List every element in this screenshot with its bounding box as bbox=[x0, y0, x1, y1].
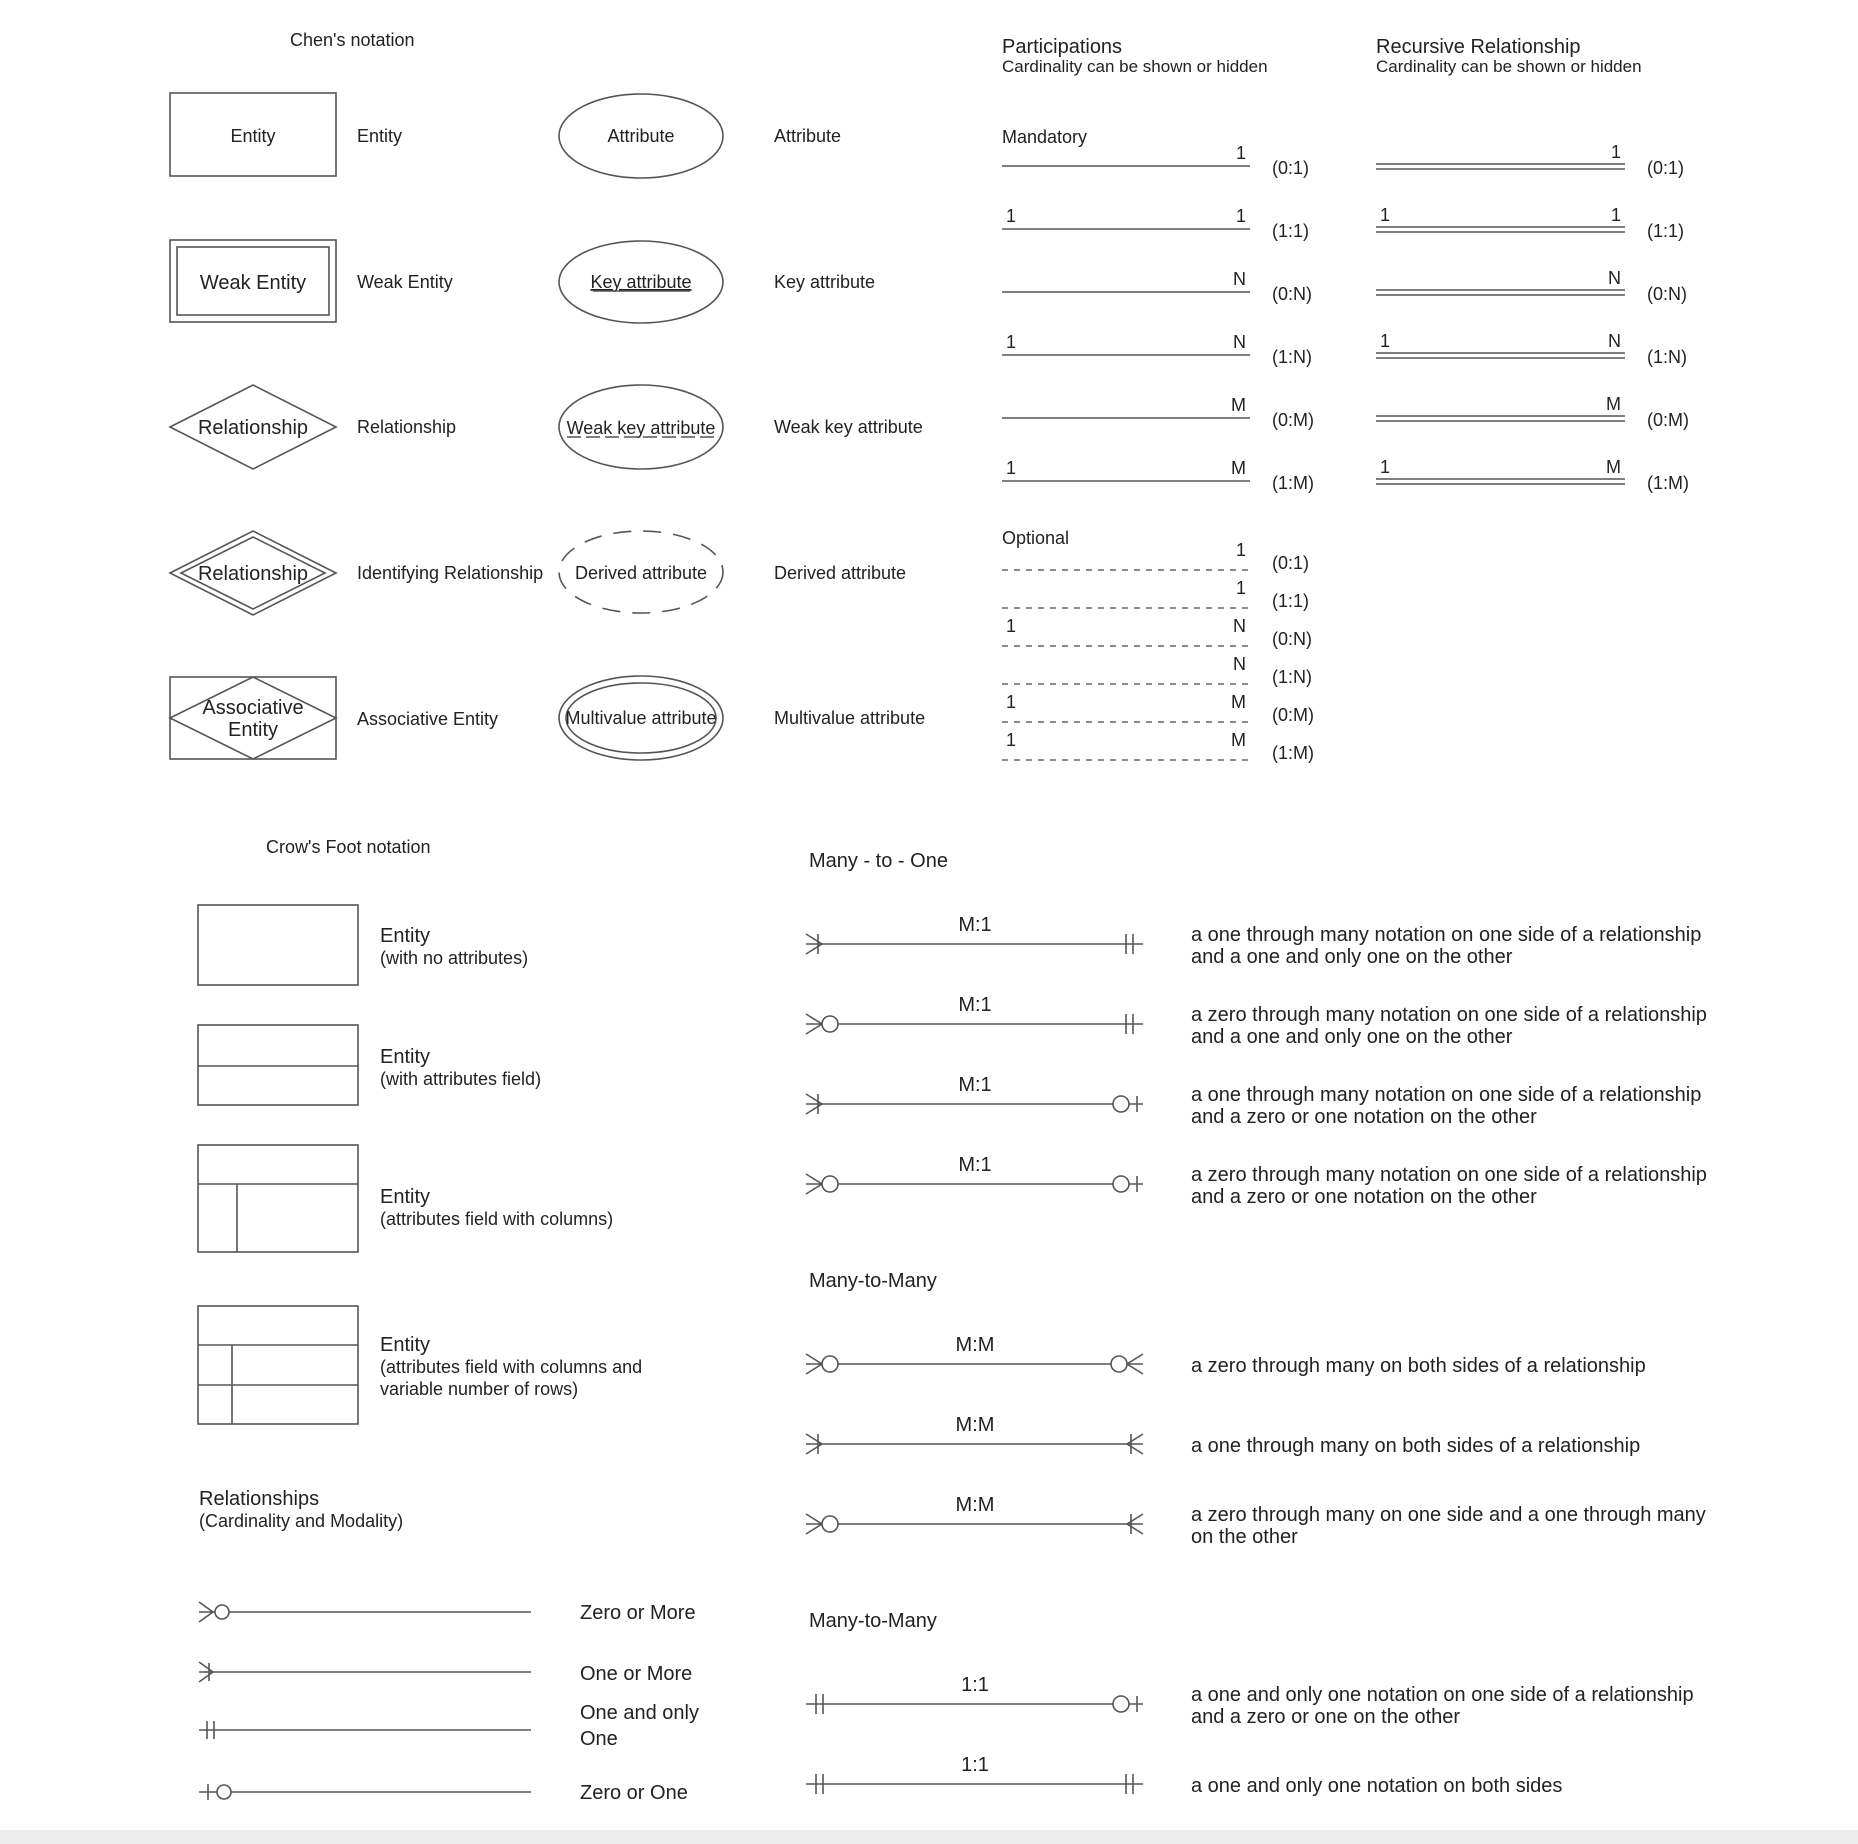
entity-shape-text: Entity bbox=[230, 126, 276, 146]
recursive-row bbox=[1376, 331, 1687, 367]
mandatory-row bbox=[1002, 143, 1309, 178]
cf-entity-name-1: Entity bbox=[380, 925, 431, 947]
right-cardinality: 1 bbox=[1235, 143, 1246, 163]
legend-one-and-only-label-2: One bbox=[580, 1728, 618, 1750]
left-cardinality: 1 bbox=[1006, 206, 1017, 226]
key-attribute-shape-text: Key attribute bbox=[590, 272, 692, 292]
derived-attribute-label: Derived attribute bbox=[774, 563, 907, 583]
relationship-row bbox=[806, 1154, 1707, 1208]
description-line-2: and a one and only one on the other bbox=[1191, 1026, 1513, 1048]
description-line-1: a zero through many notation on one side of a relationship bbox=[1191, 1004, 1707, 1026]
optional-row bbox=[1002, 578, 1309, 611]
legend-one-or-more bbox=[199, 1662, 692, 1685]
many-to-one-title: Many - to - One bbox=[809, 850, 948, 872]
cf-entity-box-1 bbox=[198, 905, 358, 985]
cf-entity-no-attributes bbox=[198, 905, 528, 985]
relationship-row bbox=[806, 1754, 1562, 1797]
participation-tag: (0:N) bbox=[1272, 629, 1312, 649]
description-line-2: and a zero or one on the other bbox=[1191, 1706, 1461, 1728]
relationships-title: Relationships bbox=[199, 1488, 320, 1510]
optional-row bbox=[1002, 692, 1314, 725]
attribute-label: Attribute bbox=[774, 126, 842, 146]
circle-mark bbox=[1111, 1356, 1127, 1372]
participation-tag: (0:N) bbox=[1272, 284, 1312, 304]
legend-zero-or-more bbox=[199, 1602, 696, 1624]
relationship-row bbox=[806, 914, 1701, 968]
participation-tag: (0:1) bbox=[1272, 553, 1310, 573]
participation-tag: (0:M) bbox=[1272, 410, 1314, 430]
cf-entity-desc-1: (with no attributes) bbox=[380, 948, 529, 968]
ratio-label: 1:1 bbox=[961, 1674, 989, 1696]
participation-tag: (1:N) bbox=[1272, 667, 1312, 687]
mandatory-rows bbox=[1002, 143, 1314, 493]
identifying-relationship-label: Identifying Relationship bbox=[357, 563, 544, 583]
chen-row-relationship bbox=[170, 385, 923, 469]
cf-entity-desc-4a: (attributes field with columns and bbox=[380, 1357, 643, 1377]
cf-entity-box-3 bbox=[198, 1145, 358, 1252]
recursive-title: Recursive Relationship bbox=[1376, 36, 1581, 58]
relationship-row bbox=[806, 1334, 1646, 1377]
mandatory-row bbox=[1002, 332, 1312, 367]
left-cardinality: 1 bbox=[1380, 205, 1391, 225]
right-cardinality: M bbox=[1231, 458, 1246, 478]
weak-entity-label: Weak Entity bbox=[357, 272, 453, 292]
recursive-row bbox=[1376, 268, 1687, 304]
recursive-row bbox=[1376, 394, 1689, 430]
chen-row-weak-entity bbox=[170, 240, 875, 323]
multivalue-attribute-shape-text: Multivalue attribute bbox=[565, 708, 717, 728]
recursive-tag: (1:1) bbox=[1647, 221, 1685, 241]
right-cardinality: 1 bbox=[1235, 206, 1246, 226]
legend-zero-or-more-label: Zero or More bbox=[580, 1602, 696, 1624]
key-attribute-label: Key attribute bbox=[774, 272, 876, 292]
mandatory-row bbox=[1002, 206, 1309, 241]
cf-entity-name-2: Entity bbox=[380, 1046, 431, 1068]
optional-row bbox=[1002, 654, 1312, 687]
description-line-2: on the other bbox=[1191, 1526, 1298, 1548]
cf-entity-name-4: Entity bbox=[380, 1334, 431, 1356]
ratio-label: M:1 bbox=[958, 914, 992, 936]
right-cardinality: N bbox=[1233, 269, 1246, 289]
relationship-row bbox=[806, 1414, 1640, 1457]
description-line-2: and a zero or one notation on the other bbox=[1191, 1186, 1537, 1208]
optional-row bbox=[1002, 730, 1314, 763]
many-to-many-rows bbox=[806, 1334, 1706, 1548]
right-cardinality: 1 bbox=[1610, 142, 1621, 162]
participation-tag: (1:M) bbox=[1272, 743, 1314, 763]
participation-tag: (0:M) bbox=[1272, 705, 1314, 725]
description-line-2: and a zero or one notation on the other bbox=[1191, 1106, 1537, 1128]
ratio-label: M:M bbox=[955, 1494, 995, 1516]
description-line-1: a one through many notation on one side of a relationship bbox=[1191, 924, 1702, 946]
mandatory-row bbox=[1002, 269, 1312, 304]
relationship-row bbox=[806, 994, 1707, 1048]
cf-entity-box-2 bbox=[198, 1025, 358, 1105]
mandatory-row bbox=[1002, 395, 1314, 430]
ratio-label: M:1 bbox=[958, 1074, 992, 1096]
recursive-row bbox=[1376, 457, 1689, 493]
right-cardinality: 1 bbox=[1235, 540, 1246, 560]
optional-label: Optional bbox=[1002, 528, 1070, 548]
cf-entity-desc-2: (with attributes field) bbox=[380, 1069, 542, 1089]
cf-entity-columns bbox=[198, 1145, 613, 1252]
one-to-one-rows bbox=[806, 1674, 1694, 1797]
right-cardinality: N bbox=[1608, 331, 1621, 351]
recursive-tag: (1:N) bbox=[1647, 347, 1687, 367]
recursive-row bbox=[1376, 142, 1684, 178]
associative-entity-text-2: Entity bbox=[227, 719, 279, 741]
cf-entity-attributes-field bbox=[198, 1025, 541, 1105]
ratio-label: M:1 bbox=[958, 1154, 992, 1176]
many-to-one-rows bbox=[806, 914, 1707, 1208]
ratio-label: M:M bbox=[955, 1414, 995, 1436]
participations-subtitle: Cardinality can be shown or hidden bbox=[1002, 57, 1268, 76]
right-cardinality: 1 bbox=[1235, 578, 1246, 598]
circle-mark bbox=[822, 1516, 838, 1532]
recursive-subtitle: Cardinality can be shown or hidden bbox=[1376, 57, 1642, 76]
description-line-1: a zero through many on both sides of a relationship bbox=[1191, 1355, 1646, 1377]
left-cardinality: 1 bbox=[1006, 616, 1017, 636]
participation-tag: (0:1) bbox=[1272, 158, 1310, 178]
relationship-row bbox=[806, 1494, 1706, 1548]
recursive-rows bbox=[1376, 142, 1689, 493]
right-cardinality: N bbox=[1233, 616, 1246, 636]
right-cardinality: M bbox=[1231, 730, 1246, 750]
relationship-row bbox=[806, 1074, 1701, 1128]
chen-title: Chen's notation bbox=[290, 30, 415, 50]
associative-entity-label: Associative Entity bbox=[357, 709, 499, 729]
left-cardinality: 1 bbox=[1380, 457, 1391, 477]
cf-entity-desc-3: (attributes field with columns) bbox=[380, 1209, 614, 1229]
circle-mark bbox=[1113, 1696, 1129, 1712]
relationships-subtitle: (Cardinality and Modality) bbox=[199, 1511, 404, 1531]
legend-zero-or-one-label: Zero or One bbox=[580, 1782, 688, 1804]
participations-title: Participations bbox=[1002, 36, 1123, 58]
description-line-1: a one and only one notation on both sides bbox=[1191, 1775, 1563, 1797]
mandatory-row bbox=[1002, 458, 1314, 493]
cf-entity-variable-rows bbox=[198, 1306, 642, 1424]
crowsfoot-title: Crow's Foot notation bbox=[266, 837, 431, 857]
left-cardinality: 1 bbox=[1006, 458, 1017, 478]
left-cardinality: 1 bbox=[1380, 331, 1391, 351]
circle-mark bbox=[1113, 1096, 1129, 1112]
description-line-1: a one through many notation on one side of a relationship bbox=[1191, 1084, 1702, 1106]
description-line-2: and a one and only one on the other bbox=[1191, 946, 1513, 968]
identifying-relationship-shape-text: Relationship bbox=[197, 563, 309, 585]
cf-entity-desc-4b: variable number of rows) bbox=[380, 1379, 579, 1399]
many-to-many-title: Many-to-Many bbox=[809, 1270, 937, 1292]
attribute-shape-text: Attribute bbox=[607, 126, 675, 146]
description-line-1: a zero through many notation on one side of a relationship bbox=[1191, 1164, 1707, 1186]
right-cardinality: M bbox=[1606, 457, 1621, 477]
left-cardinality: 1 bbox=[1006, 730, 1017, 750]
recursive-tag: (0:M) bbox=[1647, 410, 1689, 430]
circle-mark bbox=[822, 1016, 838, 1032]
right-cardinality: M bbox=[1606, 394, 1621, 414]
relationship-row bbox=[806, 1674, 1694, 1728]
right-cardinality: N bbox=[1608, 268, 1621, 288]
cf-entity-box-4 bbox=[198, 1306, 358, 1424]
participation-tag: (1:N) bbox=[1272, 347, 1312, 367]
ratio-label: M:1 bbox=[958, 994, 992, 1016]
ratio-label: 1:1 bbox=[961, 1754, 989, 1776]
description-line-1: a one through many on both sides of a relationship bbox=[1191, 1435, 1641, 1457]
mandatory-label: Mandatory bbox=[1002, 127, 1088, 147]
legend-one-and-only-one bbox=[199, 1702, 699, 1750]
ratio-label: M:M bbox=[955, 1334, 995, 1356]
optional-row bbox=[1002, 616, 1312, 649]
recursive-row bbox=[1376, 205, 1684, 241]
chen-row-identifying-relationship bbox=[170, 531, 906, 615]
recursive-tag: (0:1) bbox=[1647, 158, 1685, 178]
right-cardinality: M bbox=[1231, 395, 1246, 415]
cf-entity-name-3: Entity bbox=[380, 1186, 431, 1208]
legend-zero-or-one bbox=[199, 1782, 688, 1804]
left-cardinality: 1 bbox=[1006, 332, 1017, 352]
left-cardinality: 1 bbox=[1006, 692, 1017, 712]
chen-row-associative-entity bbox=[170, 676, 925, 760]
description-line-1: a zero through many on one side and a one through many bbox=[1191, 1504, 1706, 1526]
multivalue-attribute-label: Multivalue attribute bbox=[774, 708, 926, 728]
weak-key-attribute-label: Weak key attribute bbox=[774, 417, 923, 437]
bottom-bar bbox=[0, 1830, 1858, 1844]
participation-tag: (1:M) bbox=[1272, 473, 1314, 493]
circle-mark bbox=[1113, 1176, 1129, 1192]
legend-one-and-only-label-1: One and only bbox=[580, 1702, 699, 1724]
recursive-tag: (1:M) bbox=[1647, 473, 1689, 493]
derived-attribute-shape-text: Derived attribute bbox=[574, 563, 708, 583]
entity-label: Entity bbox=[357, 126, 403, 146]
relationship-label: Relationship bbox=[357, 417, 457, 437]
legend-one-or-more-label: One or More bbox=[580, 1663, 693, 1685]
recursive-tag: (0:N) bbox=[1647, 284, 1687, 304]
right-cardinality: 1 bbox=[1610, 205, 1621, 225]
optional-rows bbox=[1002, 540, 1314, 763]
right-cardinality: N bbox=[1233, 654, 1246, 674]
relationship-shape-text: Relationship bbox=[197, 417, 309, 439]
right-cardinality: M bbox=[1231, 692, 1246, 712]
circle-mark bbox=[822, 1356, 838, 1372]
participation-tag: (1:1) bbox=[1272, 591, 1310, 611]
associative-entity-text-1: Associative bbox=[202, 697, 304, 719]
weak-key-attribute-shape-text: Weak key attribute bbox=[566, 418, 716, 438]
weak-entity-shape-text: Weak Entity bbox=[199, 272, 307, 294]
description-line-1: a one and only one notation on one side of a relationship bbox=[1191, 1684, 1694, 1706]
circle-mark bbox=[822, 1176, 838, 1192]
participation-tag: (1:1) bbox=[1272, 221, 1310, 241]
right-cardinality: N bbox=[1233, 332, 1246, 352]
chen-row-entity bbox=[170, 93, 841, 178]
one-to-one-title: Many-to-Many bbox=[809, 1610, 937, 1632]
